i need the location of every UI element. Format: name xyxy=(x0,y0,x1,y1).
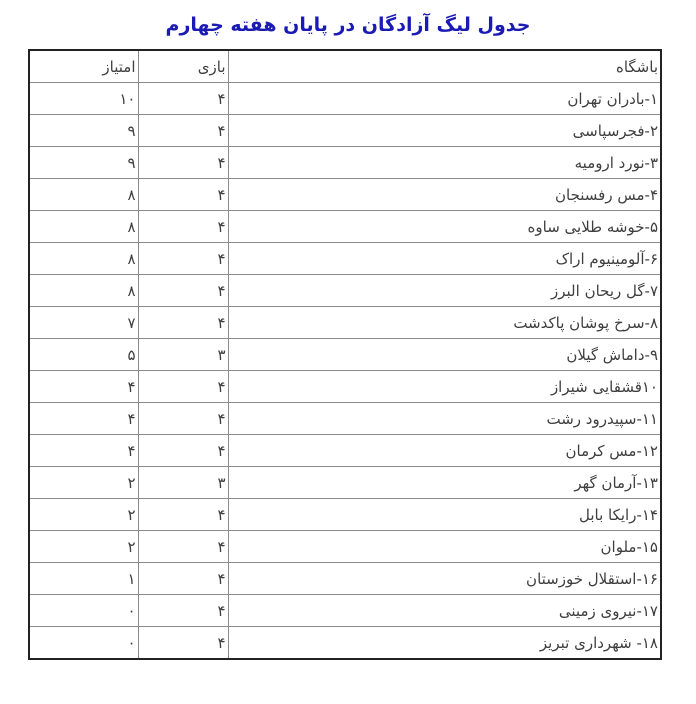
played-cell: ۳ xyxy=(138,339,228,371)
club-cell: ۱۱-سپیدرود رشت xyxy=(228,403,661,435)
club-cell: ۱۶-استقلال خوزستان xyxy=(228,563,661,595)
played-cell: ۴ xyxy=(138,563,228,595)
table-row xyxy=(29,179,661,211)
club-cell: ۴-مس رفسنجان xyxy=(228,179,661,211)
points-cell: ۱۰ xyxy=(29,83,138,115)
table-row xyxy=(29,307,661,339)
table-row xyxy=(29,467,661,499)
table-header-row xyxy=(29,50,661,83)
table-row xyxy=(29,115,661,147)
played-cell: ۴ xyxy=(138,179,228,211)
points-cell: ۱ xyxy=(29,563,138,595)
club-cell: ۱۷-نیروی زمینی xyxy=(228,595,661,627)
played-cell: ۴ xyxy=(138,275,228,307)
league-standings-table xyxy=(28,49,662,660)
club-cell: ۸-سرخ پوشان پاکدشت xyxy=(228,307,661,339)
table-row xyxy=(29,627,661,660)
points-cell: ۵ xyxy=(29,339,138,371)
table-row xyxy=(29,531,661,563)
table-row xyxy=(29,83,661,115)
club-cell: ۱۸- شهرداری تبریز xyxy=(228,627,661,660)
column-header-played: بازی xyxy=(138,50,228,83)
club-cell: ۱۴-رایکا بابل xyxy=(228,499,661,531)
column-header-club: باشگاه xyxy=(228,50,661,83)
points-cell: ۴ xyxy=(29,403,138,435)
points-cell: ۰ xyxy=(29,595,138,627)
club-cell: ۱۵-ملوان xyxy=(228,531,661,563)
played-cell: ۴ xyxy=(138,307,228,339)
played-cell: ۴ xyxy=(138,627,228,660)
played-cell: ۴ xyxy=(138,499,228,531)
played-cell: ۴ xyxy=(138,371,228,403)
points-cell: ۲ xyxy=(29,467,138,499)
table-row xyxy=(29,371,661,403)
table-row xyxy=(29,275,661,307)
club-cell: ۳-نورد ارومیه xyxy=(228,147,661,179)
points-cell: ۴ xyxy=(29,371,138,403)
points-cell: ۷ xyxy=(29,307,138,339)
table-row xyxy=(29,147,661,179)
club-cell: ۱-بادران تهران xyxy=(228,83,661,115)
points-cell: ۴ xyxy=(29,435,138,467)
table-row xyxy=(29,595,661,627)
points-cell: ۰ xyxy=(29,627,138,660)
played-cell: ۴ xyxy=(138,595,228,627)
points-cell: ۸ xyxy=(29,243,138,275)
points-cell: ۲ xyxy=(29,499,138,531)
club-cell: ۲-فجرسپاسی xyxy=(228,115,661,147)
table-row xyxy=(29,339,661,371)
table-row xyxy=(29,563,661,595)
page-title: جدول لیگ آزادگان در پایان هفته چهارم xyxy=(165,14,531,36)
club-cell: ۵-خوشه طلایی ساوه xyxy=(228,211,661,243)
played-cell: ۳ xyxy=(138,467,228,499)
club-cell: ۶-آلومینیوم اراک xyxy=(228,243,661,275)
played-cell: ۴ xyxy=(138,435,228,467)
club-cell: ۹-داماش گیلان xyxy=(228,339,661,371)
club-cell: ۱۲-مس کرمان xyxy=(228,435,661,467)
club-cell: ۱۳-آرمان گهر xyxy=(228,467,661,499)
points-cell: ۹ xyxy=(29,115,138,147)
played-cell: ۴ xyxy=(138,531,228,563)
club-cell: ۷-گل ریحان البرز xyxy=(228,275,661,307)
points-cell: ۸ xyxy=(29,179,138,211)
table-row xyxy=(29,403,661,435)
points-cell: ۹ xyxy=(29,147,138,179)
table-row xyxy=(29,435,661,467)
played-cell: ۴ xyxy=(138,243,228,275)
points-cell: ۸ xyxy=(29,211,138,243)
played-cell: ۴ xyxy=(138,211,228,243)
table-row xyxy=(29,211,661,243)
points-cell: ۸ xyxy=(29,275,138,307)
played-cell: ۴ xyxy=(138,115,228,147)
table-row xyxy=(29,243,661,275)
played-cell: ۴ xyxy=(138,403,228,435)
points-cell: ۲ xyxy=(29,531,138,563)
table-row xyxy=(29,499,661,531)
played-cell: ۴ xyxy=(138,147,228,179)
column-header-points: امتیاز xyxy=(29,50,138,83)
club-cell: ۱۰قشقایی شیراز xyxy=(228,371,661,403)
played-cell: ۴ xyxy=(138,83,228,115)
